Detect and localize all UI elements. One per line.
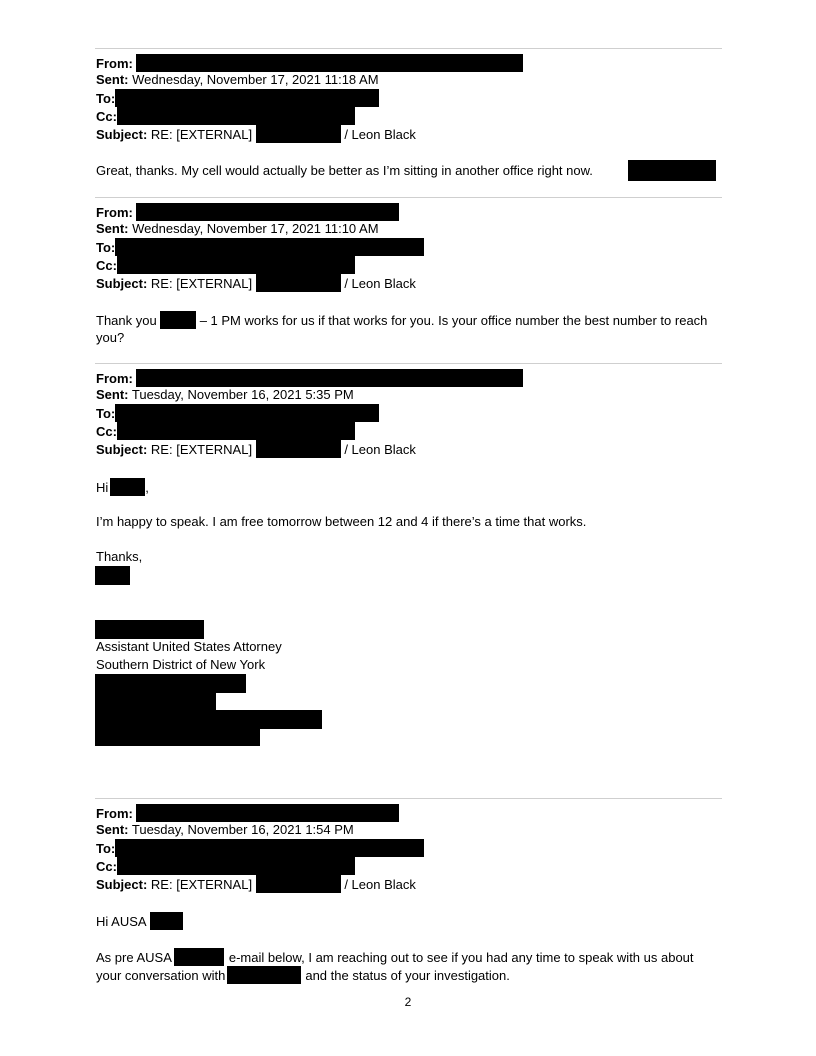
greeting-text: Hi [96,480,109,495]
sent-label: Sent: [96,387,129,402]
sent-line [96,821,354,838]
subject-label: Subject: [96,877,148,892]
to-line [96,404,379,421]
redaction [95,566,130,585]
redaction [95,692,216,711]
signature-line: Southern District of New York [96,657,266,672]
body-text: e-mail below, I am reaching out to see if you had any time to speak with us about your conversation with [96,950,694,983]
body-text: Great, thanks. My cell would actually be better as I’m sitting in another office right now. [96,163,593,178]
redaction [117,857,355,875]
greeting [96,912,183,929]
subject-prefix: RE: [EXTERNAL] [150,442,253,457]
cc-label: Cc: [96,859,117,874]
subject-line [96,440,416,457]
body-text: – 1 PM works for us if that works for you. Is your office number the best number to reach you? [96,313,708,345]
to-line [96,238,424,255]
redaction [115,404,379,422]
subject-line [96,125,416,142]
cc-line [96,857,355,874]
redaction [136,203,399,221]
to-label: To: [96,91,116,106]
sent-label: Sent: [96,72,129,87]
closing-text: Thanks, [96,549,143,564]
sent-line [96,386,354,403]
subject-label: Subject: [96,127,148,142]
redaction [160,311,196,329]
subject-line [96,875,416,892]
body-text: and the status of your investigation. [305,968,510,983]
subject-prefix: RE: [EXTERNAL] [150,877,253,892]
subject-suffix: / Leon Black [344,877,416,892]
email-separator [95,48,722,49]
redaction [115,839,424,857]
cc-line [96,256,355,273]
body-text: I’m happy to speak. I am free tomorrow between 12 and 4 if there’s a time that works. [96,514,587,529]
to-label: To: [96,841,116,856]
from-line [96,54,523,71]
from-label: From: [96,56,133,71]
redaction [256,440,341,458]
sent-value: Tuesday, November 16, 2021 1:54 PM [131,822,354,837]
to-line [96,839,424,856]
redaction [110,478,145,496]
from-line [96,369,523,386]
email-separator [95,197,722,198]
greeting [96,478,149,495]
email-body [96,162,593,179]
subject-suffix: / Leon Black [344,276,416,291]
redaction [256,875,341,893]
from-label: From: [96,205,133,220]
subject-suffix: / Leon Black [344,127,416,142]
sent-line [96,71,379,88]
redaction [150,912,183,930]
from-label: From: [96,371,133,386]
redaction [95,710,322,729]
sent-value: Wednesday, November 17, 2021 11:10 AM [132,221,379,236]
subject-prefix: RE: [EXTERNAL] [150,276,253,291]
sent-value: Wednesday, November 17, 2021 11:18 AM [132,72,379,87]
redaction [174,948,224,966]
redaction [117,422,355,440]
signature-office [96,656,265,673]
body-text: As pre AUSA [96,950,172,965]
to-label: To: [96,406,116,421]
subject-label: Subject: [96,442,148,457]
body-text: Thank you [96,313,157,328]
subject-label: Subject: [96,276,148,291]
from-line [96,804,399,821]
page-number: 2 [404,995,412,1009]
email-body [96,948,722,984]
redaction [628,160,716,181]
redaction [256,125,341,143]
email-separator [95,363,722,364]
closing [96,548,142,565]
greeting-text: Hi AUSA [96,914,147,929]
cc-line [96,422,355,439]
redaction [227,966,301,984]
cc-label: Cc: [96,424,117,439]
to-label: To: [96,240,116,255]
redaction [136,54,523,72]
redaction [136,804,399,822]
sent-line [96,220,379,237]
redaction [117,256,355,274]
redaction [256,274,341,292]
redaction [95,728,260,746]
sent-value: Tuesday, November 16, 2021 5:35 PM [131,387,354,402]
signature-title [96,638,282,655]
cc-label: Cc: [96,258,117,273]
sent-label: Sent: [96,822,129,837]
email-separator [95,798,722,799]
to-line [96,89,379,106]
from-label: From: [96,806,133,821]
redaction [95,620,204,639]
redaction [95,674,246,693]
redaction [136,369,523,387]
email-body [96,513,586,530]
subject-line [96,274,416,291]
redaction [115,89,379,107]
redaction [115,238,424,256]
subject-prefix: RE: [EXTERNAL] [150,127,253,142]
signature-line: Assistant United States Attorney [96,639,282,654]
email-body [96,311,722,346]
from-line [96,203,399,220]
subject-suffix: / Leon Black [344,442,416,457]
redaction [117,107,355,125]
greeting-punct: , [145,480,149,495]
sent-label: Sent: [96,221,129,236]
cc-line [96,107,355,124]
cc-label: Cc: [96,109,117,124]
